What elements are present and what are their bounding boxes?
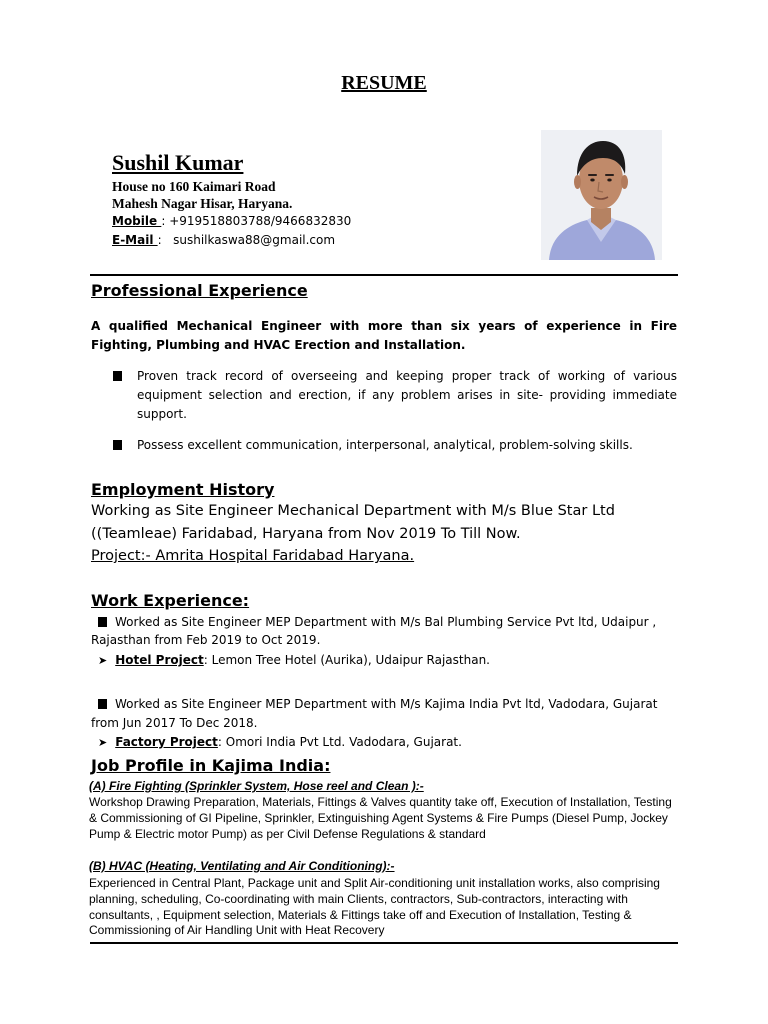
- resume-title: RESUME: [341, 72, 427, 94]
- job1-project-label: Hotel Project: [115, 653, 204, 667]
- job1-line-2: Rajasthan from Feb 2019 to Oct 2019.: [91, 633, 321, 647]
- job1-project: [98, 653, 490, 667]
- arrow-bullet-icon: ➤: [98, 736, 108, 749]
- employment-line-2: ((Teamleae) Faridabad, Haryana from Nov 2019 To Till Now.: [91, 526, 521, 542]
- mobile-separator: :: [161, 214, 170, 228]
- email-label: E-Mail: [112, 233, 158, 247]
- employment-line-1: Working as Site Engineer Mechanical Department with M/s Blue Star Ltd: [91, 503, 615, 519]
- fire-fighting-description: Workshop Drawing Preparation, Materials, Fittings & Valves quantity take off, Execution of Installation, Testing & Commissioning of GI Pipeline, Sprinkler, Extinguishing Agent Systems & Fire Pumps (Diesel Pump, Jockey Pump & Electric motor Pump) as per Civil Defense Regulations & standard: [89, 795, 672, 841]
- hvac-subheading: (B) HVAC (Heating, Ventilating and Air Conditioning):-: [89, 859, 395, 873]
- bullet-text: Proven track record of overseeing and keeping proper track of working of various equipment selection and erection, if any problem arises in site- providing immediate support.: [137, 369, 677, 421]
- fire-fighting-subheading: (A) Fire Fighting (Sprinkler System, Hose reel and Clean ):-: [89, 779, 424, 793]
- job1-line-1: [98, 615, 656, 629]
- email-contact: [112, 233, 335, 247]
- job2-project: [98, 735, 462, 749]
- professional-summary: A qualified Mechanical Engineer with more than six years of experience in Fire Fighting, Plumbing and HVAC Erection and Installation.: [91, 319, 677, 352]
- job-profile-heading: Job Profile in Kajima India:: [91, 756, 331, 775]
- job2-line-1: [98, 697, 657, 711]
- square-bullet-icon: [98, 699, 107, 709]
- job1-project-value: : Lemon Tree Hotel (Aurika), Udaipur Rajasthan.: [203, 653, 490, 667]
- footer-divider: [90, 942, 678, 944]
- header-divider: [90, 274, 678, 276]
- address-line-2: Mahesh Nagar Hisar, Haryana.: [112, 196, 293, 211]
- arrow-bullet-icon: ➤: [98, 654, 108, 667]
- job1-line-1-text: Worked as Site Engineer MEP Department with M/s Bal Plumbing Service Pvt ltd, Udaipur ,: [115, 615, 657, 629]
- email-separator: :: [157, 233, 174, 247]
- employment-history-heading: Employment History: [91, 480, 275, 499]
- job2-line-1-text: Worked as Site Engineer MEP Department with M/s Kajima India Pvt ltd, Vadodara, Gujarat: [115, 697, 658, 711]
- bullet-item: [113, 367, 677, 427]
- bullet-text: Possess excellent communication, interpersonal, analytical, problem-solving skills.: [137, 438, 633, 452]
- hvac-description: Experienced in Central Plant, Package unit and Split Air-conditioning unit installation works, also comprising planning, scheduling, Co-coordinating with main Clients, contractors, Sub-contractors, interacting with consultants, , Equipment selection, Materials & Fittings take off and Execution of Installation, Testing & Commissioning of Air Handling Unit with Heat Recovery: [89, 876, 660, 938]
- job2-project-label: Factory Project: [115, 735, 218, 749]
- address-line-1: House no 160 Kaimari Road: [112, 179, 276, 194]
- square-bullet-icon: [98, 617, 107, 627]
- square-bullet-icon: [113, 371, 122, 381]
- mobile-contact: [112, 214, 351, 228]
- bullet-item: [113, 436, 677, 456]
- square-bullet-icon: [113, 440, 122, 450]
- professional-experience-heading: Professional Experience: [91, 281, 308, 300]
- job2-line-2: from Jun 2017 To Dec 2018.: [91, 716, 258, 730]
- employment-project: Project:- Amrita Hospital Faridabad Haryana.: [91, 548, 415, 564]
- mobile-value: +919518803788/9466832830: [169, 214, 352, 228]
- profile-photo: [541, 130, 662, 260]
- job2-project-value: : Omori India Pvt Ltd. Vadodara, Gujarat.: [217, 735, 462, 749]
- profile-photo-portrait: [541, 130, 662, 260]
- candidate-name: Sushil Kumar: [112, 150, 244, 175]
- email-value: sushilkaswa88@gmail.com: [173, 233, 336, 247]
- work-experience-heading: Work Experience:: [91, 591, 250, 610]
- mobile-label: Mobile: [112, 214, 162, 228]
